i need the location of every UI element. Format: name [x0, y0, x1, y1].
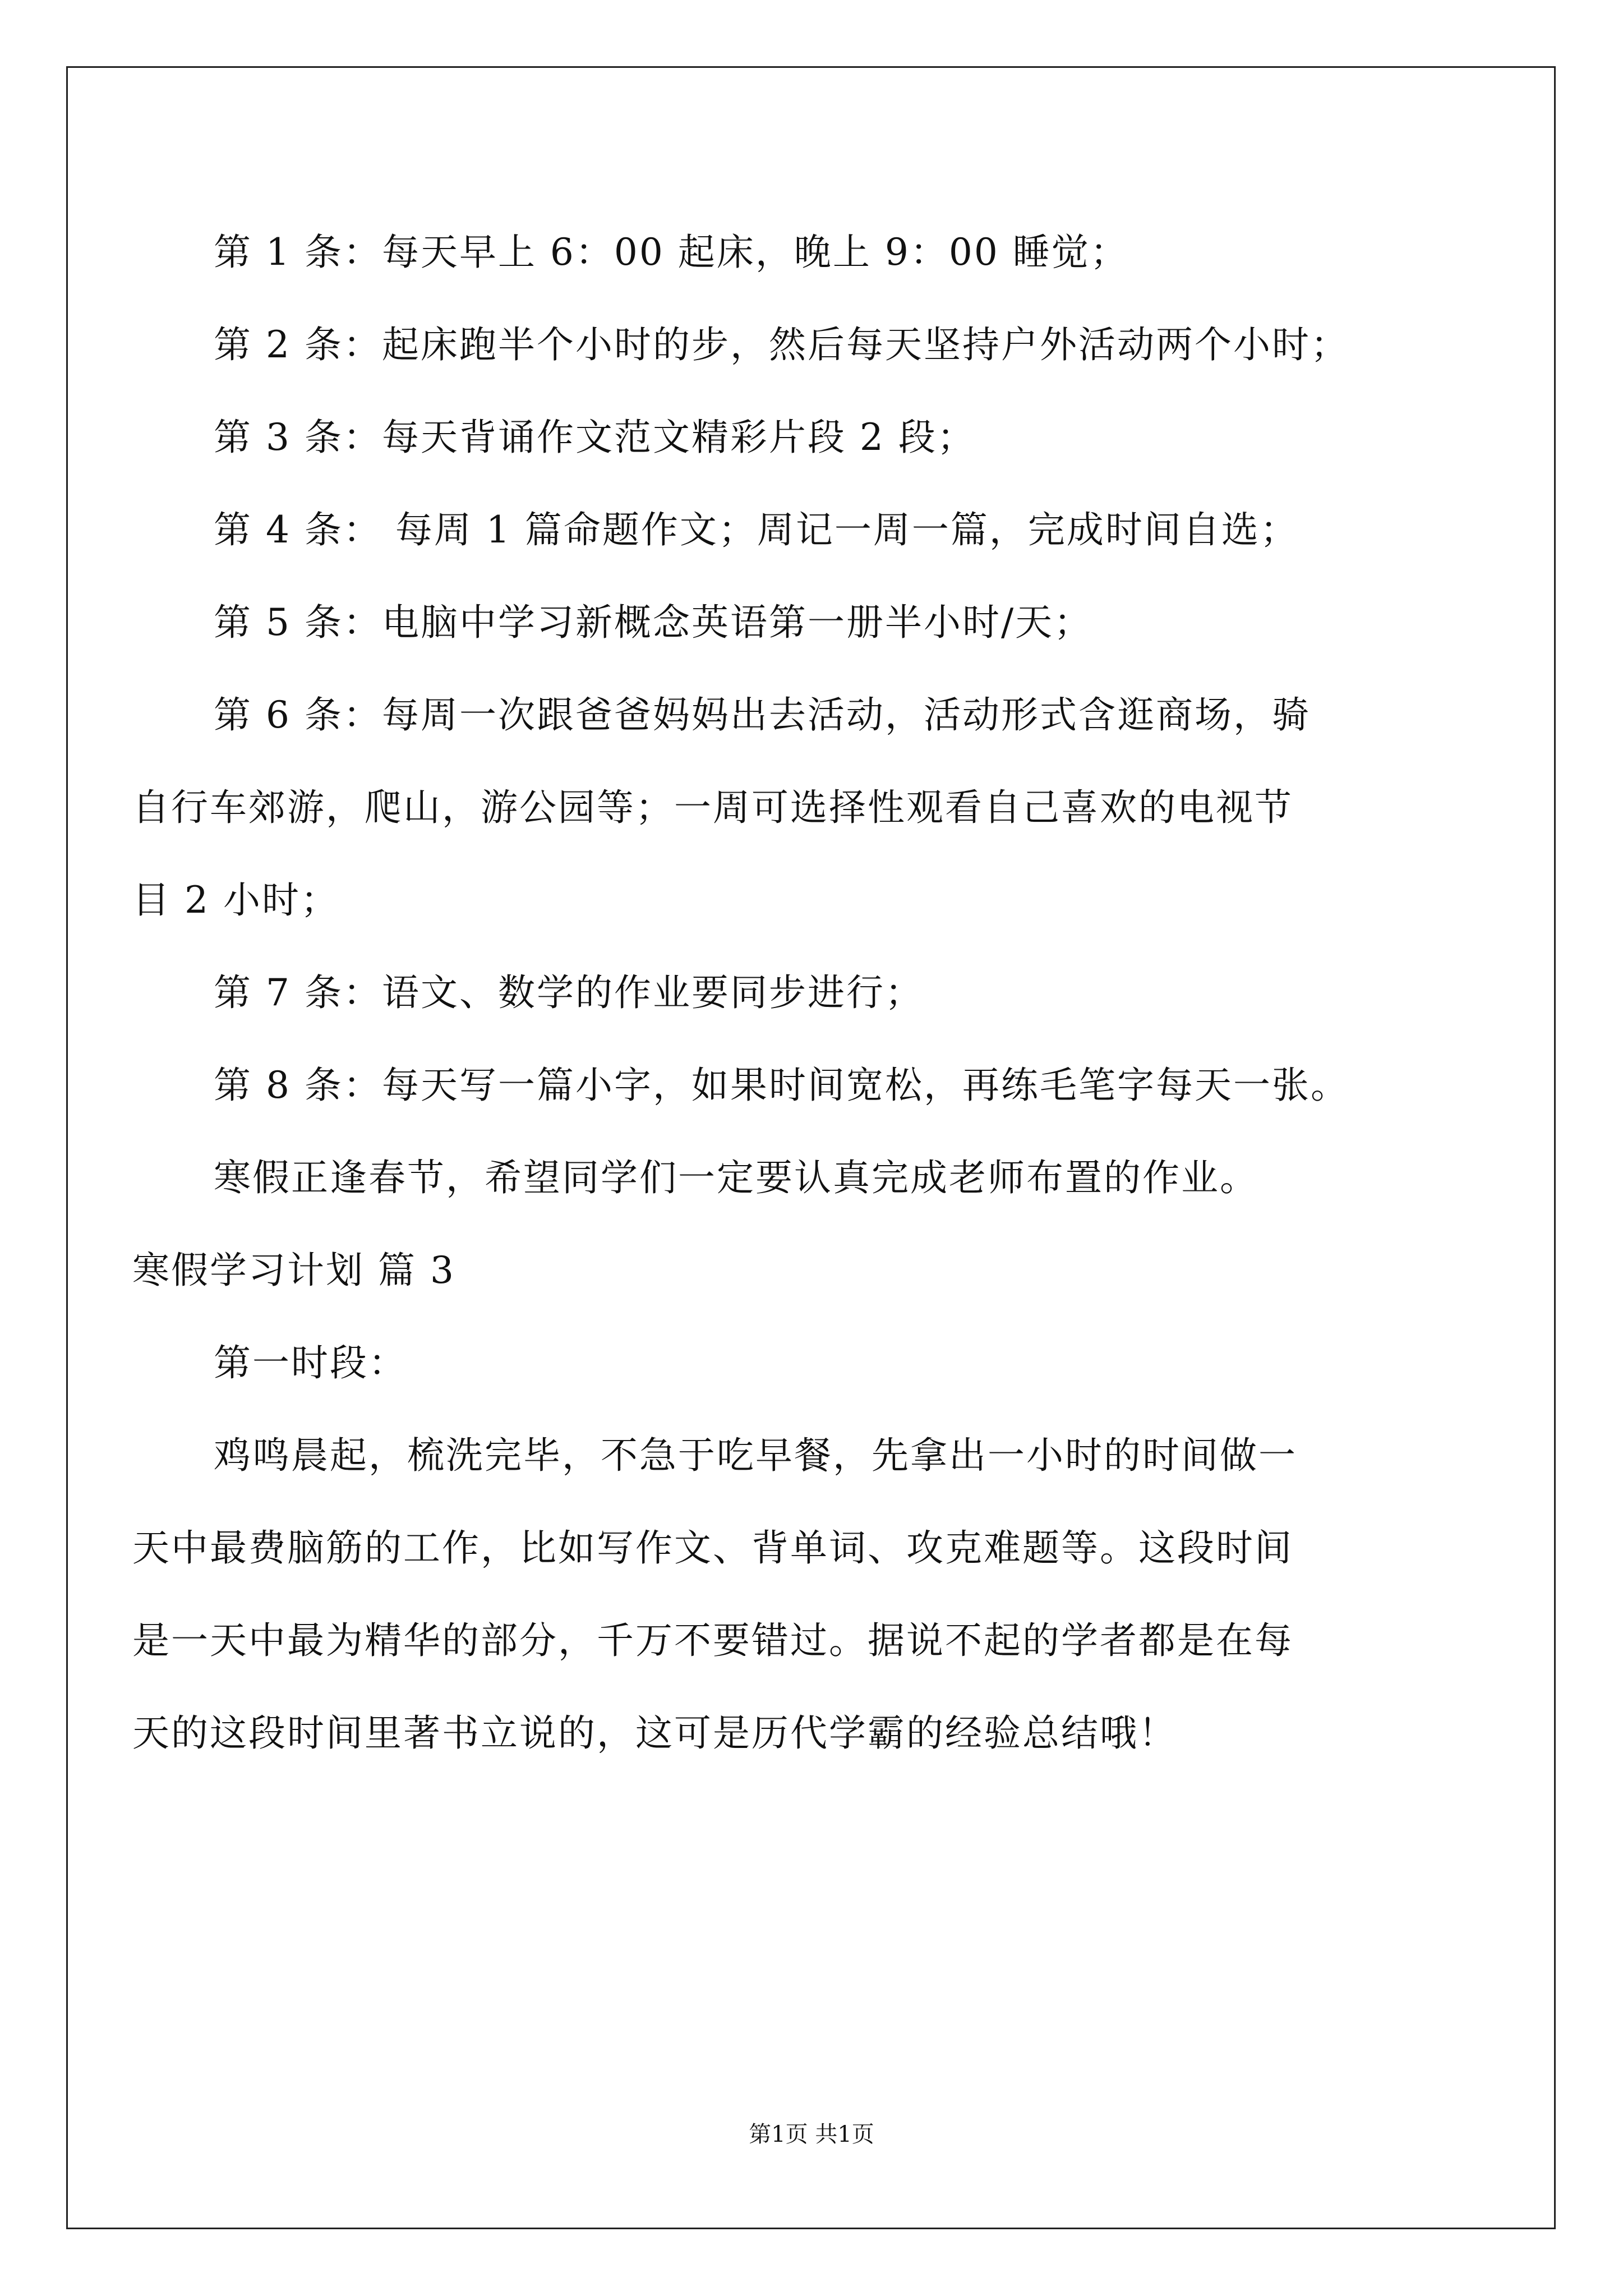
rule-3-line: 第 3 条：每天背诵作文范文精彩片段 2 段；: [214, 416, 976, 459]
page-border: [66, 66, 1556, 2229]
closing-line: 寒假正逢春节，希望同学们一定要认真完成老师布置的作业。: [214, 1156, 1258, 1199]
paragraph-line-2: 天中最费脑筋的工作，比如写作文、背单词、攻克难题等。这段时间: [132, 1526, 1293, 1570]
paragraph-line-4: 天的这段时间里著书立说的，这可是历代学霸的经验总结哦！: [132, 1711, 1177, 1755]
paragraph-line-1: 鸡鸣晨起，梳洗完毕，不急于吃早餐，先拿出一小时的时间做一: [214, 1434, 1297, 1477]
period-heading: 第一时段：: [214, 1341, 407, 1384]
rule-2-line: 第 2 条：起床跑半个小时的步，然后每天坚持户外活动两个小时；: [214, 323, 1349, 366]
rule-1-line: 第 1 条：每天早上 6：00 起床，晚上 9：00 睡觉；: [214, 231, 1129, 274]
rule-7-line: 第 7 条：语文、数学的作业要同步进行；: [214, 971, 924, 1014]
rule-6-line-2: 自行车郊游，爬山，游公园等；一周可选择性观看自己喜欢的电视节: [132, 786, 1293, 829]
paragraph-line-3: 是一天中最为精华的部分，千万不要错过。据说不起的学者都是在每: [132, 1619, 1293, 1662]
rule-8-line: 第 8 条：每天写一篇小字，如果时间宽松，再练毛笔字每天一张。: [214, 1064, 1349, 1107]
section-heading: 寒假学习计划 篇 3: [132, 1249, 455, 1292]
rule-5-line: 第 5 条：电脑中学习新概念英语第一册半小时/天；: [214, 601, 1093, 644]
rule-4-line: 第 4 条： 每周 1 篇命题作文；周记一周一篇，完成时间自选；: [214, 508, 1299, 551]
rule-6-line-1: 第 6 条：每周一次跟爸爸妈妈出去活动，活动形式含逛商场，骑: [214, 693, 1311, 737]
page-footer: 第1页 共1页: [749, 2122, 874, 2147]
rule-6-line-3: 目 2 小时；: [132, 878, 339, 922]
